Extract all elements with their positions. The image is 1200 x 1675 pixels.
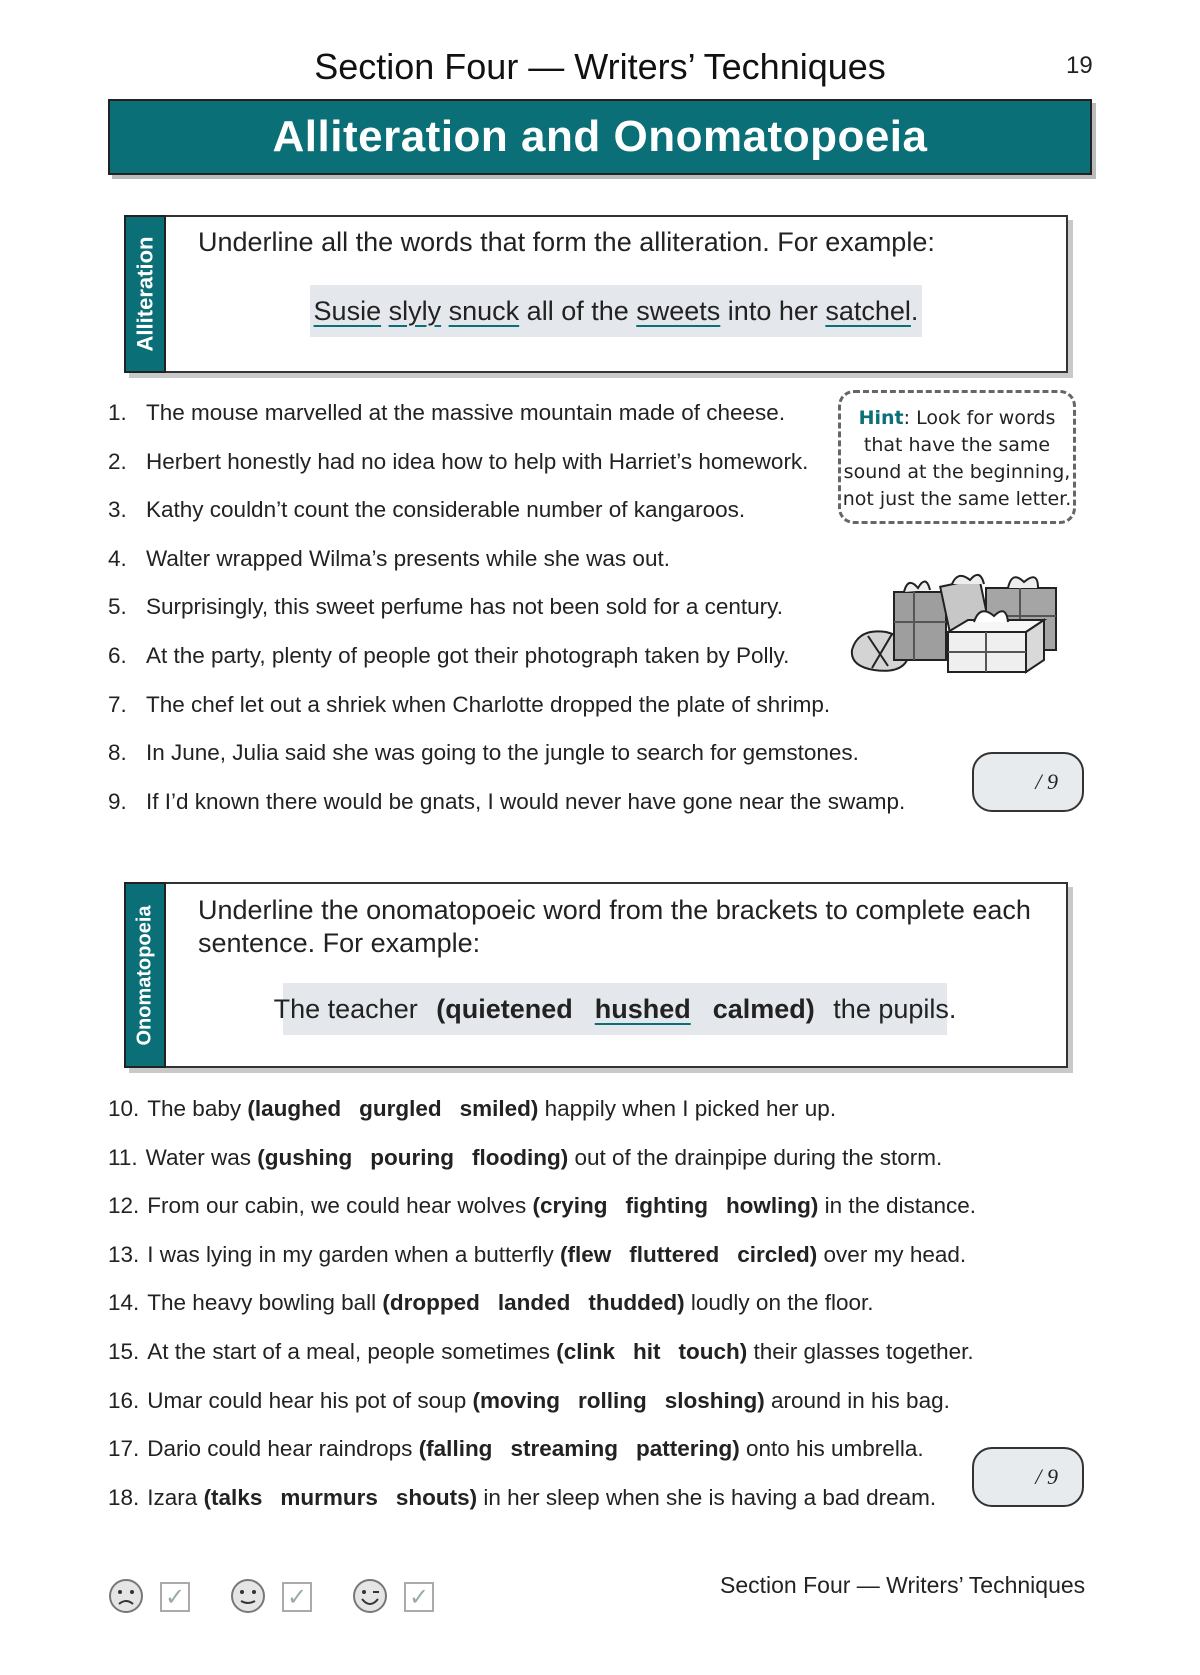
- question-text: The mouse marvelled at the massive mountain made of cheese.: [146, 400, 786, 425]
- word-option[interactable]: (crying: [532, 1193, 608, 1219]
- question-text: Umar could hear his pot of soup: [147, 1387, 473, 1413]
- question-number: 4.: [108, 545, 127, 571]
- word-option[interactable]: flooding): [472, 1144, 569, 1170]
- word-option[interactable]: (flew: [559, 1241, 612, 1267]
- onomatopoeia-tab: [124, 882, 166, 1068]
- onomatopoeia-tab-label: Onomatopoeia: [133, 904, 156, 1046]
- example-underlined-word: slyly: [388, 295, 442, 326]
- question-number: 8.: [108, 740, 127, 766]
- example-underlined-word: hushed: [594, 993, 691, 1024]
- question-number: 18.: [108, 1484, 140, 1510]
- word-option[interactable]: murmurs: [280, 1484, 378, 1510]
- word-option[interactable]: fluttered: [629, 1241, 720, 1267]
- question-number: 7.: [108, 691, 127, 717]
- question-text: Walter wrapped Wilma’s presents while she was out.: [146, 545, 670, 571]
- question-number: 12.: [108, 1193, 140, 1219]
- checkbox-3[interactable]: ✓: [404, 1582, 434, 1612]
- happy-face-icon: [352, 1578, 388, 1614]
- hint-line-4: not just the same letter.: [842, 488, 1072, 510]
- example-underlined-word: sweets: [636, 295, 721, 326]
- question-text: in the distance.: [818, 1193, 977, 1219]
- question-number: 13.: [108, 1241, 140, 1267]
- page-title: Alliteration and Onomatopoeia: [272, 112, 928, 161]
- page-number: 19: [1066, 52, 1093, 79]
- word-option[interactable]: sloshing): [664, 1387, 765, 1413]
- word-option[interactable]: howling): [725, 1193, 819, 1219]
- alliteration-instruction: Underline all the words that form the alliteration. For example:: [198, 227, 935, 257]
- presents-illustration: [848, 570, 1068, 675]
- hint-box: [838, 390, 1076, 524]
- word-option[interactable]: streaming: [510, 1436, 618, 1462]
- question-number: 17.: [108, 1436, 140, 1462]
- question-16: [108, 1388, 950, 1414]
- alliteration-example: [310, 285, 922, 337]
- question-text: out of the drainpipe during the storm.: [568, 1144, 943, 1170]
- question-number: 9.: [108, 788, 127, 814]
- question-text: The heavy bowling ball: [147, 1290, 383, 1316]
- question-15: [108, 1339, 974, 1365]
- question-number: 16.: [108, 1387, 140, 1413]
- question-text: their glasses together.: [747, 1339, 974, 1364]
- word-option[interactable]: (moving: [472, 1387, 560, 1413]
- question-17: [108, 1436, 924, 1462]
- question-text: Izara: [147, 1484, 204, 1510]
- onomatopoeia-score-box: [972, 1447, 1084, 1507]
- checkbox-2[interactable]: ✓: [282, 1582, 312, 1612]
- section-header: Section Four — Writers’ Techniques: [314, 46, 886, 87]
- question-number: 14.: [108, 1290, 140, 1316]
- question-number: 6.: [108, 643, 127, 668]
- example-underlined-word: snuck: [448, 295, 520, 326]
- question-text: The chef let out a shriek when Charlotte dropped the plate of shrimp.: [146, 691, 831, 717]
- question-text: loudly on the floor.: [684, 1290, 874, 1316]
- word-option[interactable]: pattering): [635, 1436, 740, 1462]
- hint-line-2: that have the same: [863, 434, 1051, 456]
- question-18: [108, 1485, 936, 1511]
- word-option[interactable]: rolling: [577, 1387, 647, 1413]
- word-option[interactable]: (talks: [203, 1484, 263, 1510]
- question-number: 10.: [108, 1096, 140, 1121]
- question-text: Water was: [145, 1144, 258, 1170]
- question-1: [108, 400, 785, 426]
- example-text: into her: [720, 295, 826, 326]
- question-8: [108, 740, 859, 766]
- word-option[interactable]: (dropped: [382, 1290, 480, 1316]
- alliteration-tab-label: Alliteration: [132, 236, 157, 352]
- example-text: [381, 296, 389, 327]
- sad-face-icon: [108, 1578, 144, 1614]
- neutral-face-icon: [230, 1578, 266, 1614]
- question-number: 1.: [108, 400, 127, 425]
- word-option[interactable]: (clink: [556, 1339, 616, 1364]
- question-text: Kathy couldn’t count the considerable number of kangaroos.: [146, 497, 746, 523]
- question-2: [108, 449, 808, 475]
- question-text: Surprisingly, this sweet perfume has not been sold for a century.: [146, 594, 783, 620]
- example-text: the pupils.: [825, 993, 957, 1024]
- question-text: In June, Julia said she was going to the jungle to search for gemstones.: [146, 740, 859, 766]
- word-option[interactable]: smiled): [459, 1096, 539, 1121]
- hint-line-1: : Look for words: [903, 407, 1056, 429]
- question-14: [108, 1290, 874, 1316]
- alliteration-tab: [124, 215, 166, 373]
- example-underlined-word: Susie: [313, 295, 382, 326]
- question-12: [108, 1193, 976, 1219]
- example-text: all of the: [519, 295, 637, 326]
- word-option[interactable]: (laughed: [247, 1096, 342, 1121]
- word-option[interactable]: circled): [737, 1241, 818, 1267]
- question-text: Herbert honestly had no idea how to help with Harriet’s homework.: [146, 448, 809, 474]
- word-option[interactable]: gurgled: [359, 1096, 442, 1121]
- question-text: The baby: [147, 1096, 248, 1121]
- word-option[interactable]: (gushing: [257, 1144, 353, 1170]
- word-option[interactable]: touch): [678, 1339, 748, 1364]
- alliteration-score-box: [972, 752, 1084, 812]
- question-9: [108, 789, 905, 815]
- question-text: onto his umbrella.: [739, 1436, 924, 1462]
- example-underlined-word: satchel: [825, 295, 911, 326]
- question-5: [108, 594, 783, 620]
- word-option[interactable]: thudded): [588, 1290, 685, 1316]
- word-option[interactable]: pouring: [370, 1144, 455, 1170]
- word-option[interactable]: landed: [497, 1290, 571, 1316]
- example-text: [441, 296, 449, 327]
- question-text: If I’d known there would be gnats, I would never have gone near the swamp.: [146, 788, 906, 814]
- onomatopoeia-score: / 9: [1035, 1464, 1058, 1489]
- word-option[interactable]: fighting: [625, 1193, 708, 1219]
- question-3: [108, 497, 745, 523]
- word-option[interactable]: hit: [633, 1339, 661, 1364]
- alliteration-score: / 9: [1035, 769, 1058, 794]
- question-text: over my head.: [817, 1241, 967, 1267]
- question-text: At the party, plenty of people got their photograph taken by Polly.: [146, 643, 790, 668]
- question-text: From our cabin, we could hear wolves: [147, 1193, 533, 1219]
- word-option[interactable]: shouts): [395, 1484, 478, 1510]
- question-4: [108, 546, 670, 572]
- example-option: calmed): [712, 993, 815, 1024]
- question-number: 11.: [108, 1144, 138, 1170]
- question-number: 15.: [108, 1339, 140, 1364]
- title-banner: [108, 99, 1092, 175]
- checkbox-1[interactable]: ✓: [160, 1582, 190, 1612]
- footer-section-title: Section Four — Writers’ Techniques: [720, 1572, 1086, 1598]
- question-text: around in his bag.: [764, 1387, 950, 1413]
- question-number: 3.: [108, 497, 127, 523]
- question-13: [108, 1242, 966, 1268]
- example-text: The teacher: [273, 993, 426, 1024]
- question-10: [108, 1096, 836, 1122]
- hint-label: Hint: [858, 407, 904, 429]
- question-text: At the start of a meal, people sometimes: [147, 1339, 557, 1364]
- example-text: .: [910, 295, 919, 326]
- word-option[interactable]: (falling: [418, 1436, 493, 1462]
- question-11: [108, 1145, 942, 1171]
- question-text: I was lying in my garden when a butterfly: [147, 1241, 560, 1267]
- onomatopoeia-instruction: Underline the onomatopoeic word from the brackets to complete each sentence. For example:: [198, 895, 1031, 958]
- question-number: 5.: [108, 594, 127, 620]
- hint-line-3: sound at the beginning,: [843, 461, 1071, 483]
- question-6: [108, 643, 789, 669]
- example-option: (quietened: [436, 993, 573, 1024]
- question-number: 2.: [108, 448, 127, 474]
- question-text: happily when I picked her up.: [538, 1096, 837, 1121]
- onomatopoeia-example: [273, 983, 957, 1035]
- question-text: in her sleep when she is having a bad dream.: [477, 1484, 937, 1510]
- question-7: [108, 692, 830, 718]
- question-text: Dario could hear raindrops: [147, 1436, 419, 1462]
